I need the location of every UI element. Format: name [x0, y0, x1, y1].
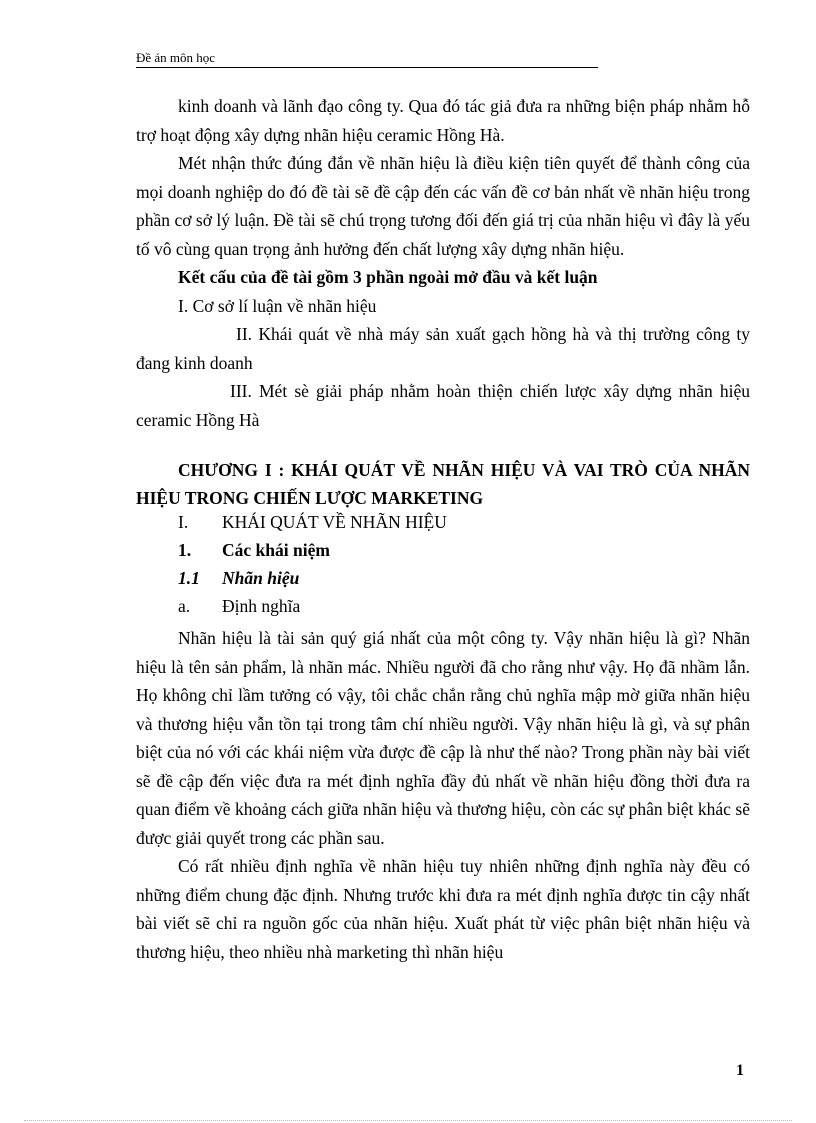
heading-number: a.	[178, 596, 191, 616]
heading-roman-one	[136, 512, 750, 540]
structure-title: Kết cấu của đề tài gồm 3 phần ngoài mở đầu và kết luận	[178, 267, 598, 287]
part-two-item: II. Khái quát về nhà máy sản xuất gạch hồng hà và thị trường công ty đang kinh doanh	[136, 324, 750, 373]
heading-brand	[136, 568, 750, 596]
paragraph-definitions: Có rất nhiều định nghĩa về nhãn hiệu tuy nhiên những định nghĩa này đều có những điểm chung đặc định. Nhưng trước khi đưa ra mét định nghĩa được tin cậy nhất bài viết sẽ chỉ ra nguồn gốc của nhãn hiệu. Xuất phát từ việc phân biệt nhãn hiệu và thương hiệu, theo nhiều nhà marketing thì nhãn hiệu	[136, 856, 750, 962]
heading-text: Định nghĩa	[222, 596, 301, 616]
heading-text: Nhãn hiệu	[222, 568, 300, 588]
chapter-title: CHƯƠNG I : KHÁI QUÁT VỀ NHÃN HIỆU VÀ VAI TRÒ CỦA NHÃN HIỆU TRONG CHIẾN LƯỢC MARKETING	[136, 460, 750, 508]
page-edge-divider	[24, 1120, 792, 1121]
part-one-item: I. Cơ sở lí luận về nhãn hiệu	[178, 295, 377, 316]
page-number: 1	[736, 1062, 744, 1079]
paragraph-brand-asset: Nhãn hiệu là tài sản quý giá nhất của một công ty. Vậy nhãn hiệu là gì? Nhãn hiệu là tên sản phẩm, là nhãn mác. Nhiều người đã cho rằng như vậy. Họ đã nhầm lẫn. Họ không chỉ lầm tưởng có vậy, tôi chắc chắn rằng chủ nghĩa mập mờ giữa nhãn hiệu và thương hiệu vẫn tồn tại trong tâm chí nhiều người. Vậy nhãn hiệu là gì, và sự phân biệt của nó với các khái niệm vừa được đề cập là như thế nào? Trong phần này bài viết sẽ đề cập đến việc đưa ra mét định nghĩa đầy đủ nhất về nhãn hiệu đồng thời đưa ra quan điểm về khoảng cách giữa nhãn hiệu và thương hiệu, còn các sự phân biệt khác sẽ được giải quyết trong các phần sau.	[136, 628, 750, 848]
heading-concepts	[136, 540, 750, 568]
page-header: Đề án môn học	[136, 50, 598, 68]
heading-definition	[136, 596, 750, 624]
heading-text: Các khái niệm	[222, 540, 330, 560]
heading-number: I.	[178, 512, 189, 532]
paragraph-intro-end: kinh doanh và lãnh đạo công ty. Qua đó tác giả đưa ra những biện pháp nhằm hỗ trợ hoạt động xây dựng nhãn hiệu ceramic Hồng Hà.	[136, 96, 750, 145]
heading-text: KHÁI QUÁT VỀ NHÃN HIỆU	[222, 512, 447, 532]
heading-number: 1.1	[178, 568, 200, 588]
paragraph-awareness: Mét nhận thức đúng đắn về nhãn hiệu là điều kiện tiên quyết để thành công của mọi doanh nghiệp do đó đề tài sẽ đề cập đến các vấn đề cơ bản nhất về nhãn hiệu trong phần cơ sở lý luận. Đề tài sẽ chú trọng tương đối đến giá trị của nhãn hiệu vì đây là yếu tố vô cùng quan trọng ảnh hưởng đến chất lượng xây dựng nhãn hiệu.	[136, 153, 750, 259]
heading-number: 1.	[178, 540, 192, 560]
part-three-item: III. Mét sè giải pháp nhằm hoàn thiện chiến lược xây dựng nhãn hiệu ceramic Hồng Hà	[136, 381, 750, 430]
document-body	[136, 92, 750, 966]
